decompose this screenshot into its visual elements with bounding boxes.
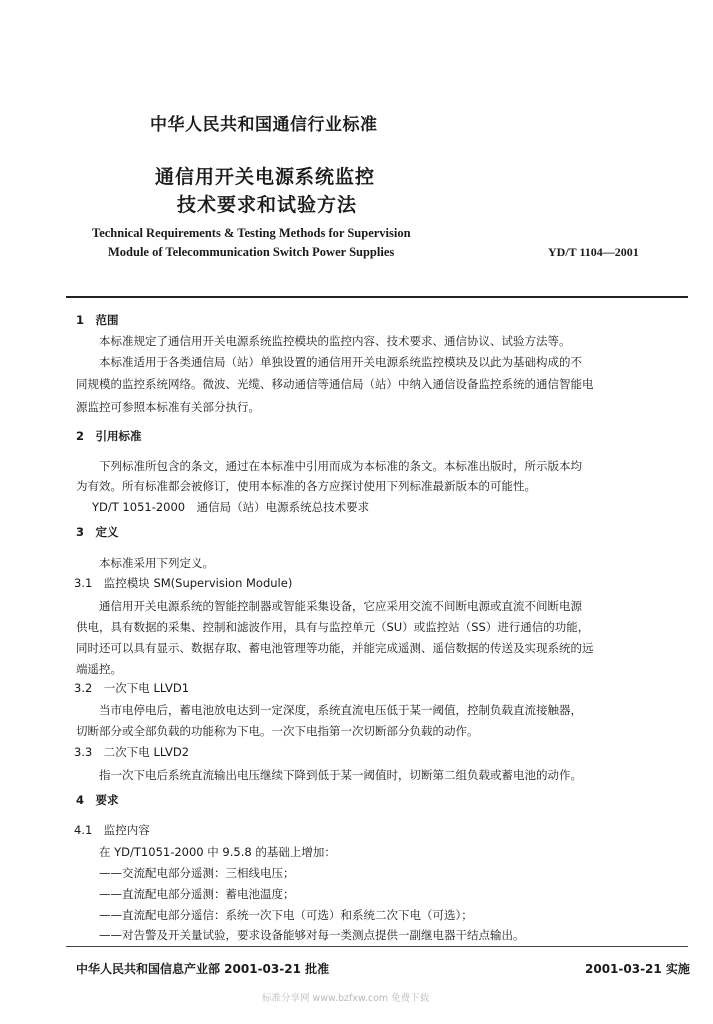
- list-item: ——对告警及开关量试验，要求设备能够对每一类测点提供一副继电器干结点输出。: [99, 928, 525, 942]
- list-item: ——直流配电部分遥信：系统一次下电（可选）和系统二次下电（可选）；: [99, 908, 473, 922]
- paragraph: 在 YD/T1051-2000 中 9.5.8 的基础上增加：: [99, 845, 336, 859]
- paragraph: 下列标准所包含的条文，通过在本标准中引用而成为本标准的条文。本标准出版时，所示版本均: [99, 459, 582, 473]
- list-item: ——直流配电部分遥测：蓄电池温度；: [99, 887, 295, 901]
- title-chinese-line2: 技术要求和试验方法: [177, 194, 358, 216]
- paragraph: 本标准适用于各类通信局（站）单独设置的通信用开关电源系统监控模块及以此为基础构成的不: [99, 355, 582, 369]
- paragraph: 源监控可参照本标准有关部分执行。: [76, 400, 260, 414]
- implementation-date: 2001-03-21 实施: [585, 962, 690, 976]
- standard-organization: 中华人民共和国通信行业标准: [150, 115, 378, 135]
- subsection-heading: 3.2 一次下电 LLVD1: [74, 681, 190, 695]
- paragraph: 通信用开关电源系统的智能控制器或智能采集设备，它应采用交流不间断电源或直流不间断电源: [99, 599, 582, 613]
- list-item: ——交流配电部分遥测：三相线电压；: [99, 866, 295, 880]
- paragraph: 同时还可以具有显示、数据存取、蓄电池管理等功能，并能完成遥测、遥信数据的传送及实现系统的远: [76, 641, 594, 655]
- watermark-text: 标准分享网 www.bzfxw.com 免费下载: [262, 993, 430, 1004]
- paragraph: 切断部分或全部负载的功能称为下电。一次下电指第一次切断部分负载的动作。: [76, 724, 479, 738]
- title-english-line2: Module of Telecommunication Switch Power Supplies: [108, 245, 395, 259]
- paragraph: 同规模的监控系统网络。微波、光缆、移动通信等通信局（站）中纳入通信设备监控系统的通信智能电: [76, 377, 594, 391]
- section-heading-requirements: 4 要求: [76, 793, 119, 807]
- subsection-heading: 3.3 二次下电 LLVD2: [74, 745, 190, 759]
- title-chinese-line1: 通信用开关电源系统监控: [155, 166, 376, 188]
- paragraph: 本标准规定了通信用开关电源系统监控模块的监控内容、技术要求、通信协议、试验方法等。: [99, 334, 571, 348]
- paragraph: 当市电停电后，蓄电池放电达到一定深度，系统直流电压低于某一阈值，控制负载直流接触器，: [99, 703, 582, 717]
- subsection-heading: 4.1 监控内容: [74, 823, 150, 837]
- paragraph: 端遥控。: [76, 662, 122, 676]
- section-heading-scope: 1 范围: [76, 313, 119, 327]
- approval-line: 中华人民共和国信息产业部 2001-03-21 批准: [76, 962, 330, 976]
- footer-divider: [66, 946, 688, 947]
- header-divider: [66, 296, 688, 298]
- standard-number: YD/T 1104—2001: [548, 245, 639, 259]
- reference-item: YD/T 1051-2000 通信局（站）电源系统总技术要求: [92, 500, 370, 514]
- section-heading-definitions: 3 定义: [76, 525, 119, 539]
- paragraph: 指一次下电后系统直流输出电压继续下降到低于某一阈值时，切断第二组负载或蓄电池的动作。: [99, 768, 582, 782]
- paragraph: 为有效。所有标准都会被修订，使用本标准的各方应探讨使用下列标准最新版本的可能性。: [76, 479, 536, 493]
- paragraph: 本标准采用下列定义。: [99, 556, 214, 570]
- paragraph: 供电，具有数据的采集、控制和滤波作用，具有与监控单元（SU）或监控站（SS）进行通信的功能，: [76, 620, 590, 634]
- title-english-line1: Technical Requirements & Testing Methods for Supervision: [92, 226, 411, 240]
- subsection-heading: 3.1 监控模块 SM(Supervision Module): [74, 576, 293, 590]
- section-heading-references: 2 引用标准: [76, 429, 142, 443]
